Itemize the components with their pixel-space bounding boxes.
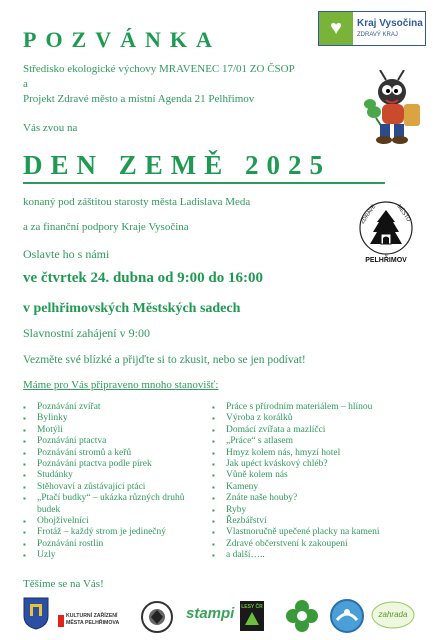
stations-list-left [23, 402, 203, 562]
green-flower-logo [284, 598, 320, 634]
list-item: ▪ Ryby [212, 505, 432, 516]
list-item: ▪ Hmyz kolem nás, hmyzí hotel [212, 448, 432, 459]
list-item: ▪ „Ptačí budky“ – ukázka různých druhů budek [23, 493, 187, 516]
kraj-logo-name: Kraj Vysočina [357, 18, 423, 29]
funding-line: a za finanční podpory Kraje Vysočina [23, 221, 189, 233]
patronage-line: konaný pod záštitou starosty města Ladislava Meda [23, 196, 251, 208]
invite-line: Vás zvou na [23, 122, 78, 134]
list-item: ▪ Motýli [23, 425, 203, 436]
list-item: ▪ Znáte naše houby? [212, 493, 432, 504]
list-item: ▪ Domácí zvířata a mazlíčci [212, 425, 432, 436]
list-item: ▪ Poznávání ptactva [23, 436, 203, 447]
list-item: ▪ Práce s přírodním materiálem – hlínou [212, 402, 432, 413]
closing-text: Těšíme se na Vás! [23, 578, 104, 590]
lesy-logo-text: LESY ČR [241, 604, 263, 610]
city-logo-name: PELHŘIMOV [365, 257, 407, 264]
event-title: DEN ZEMĚ 2025 [23, 150, 332, 180]
list-item: ▪ Zdravé občerstvení k zakoupení [212, 539, 432, 550]
event-place: v pelhřimovských Městských sadech [23, 301, 241, 316]
list-item: ▪ Vlastnoručně upečené placky na kameni [212, 527, 432, 538]
page-title: POZVÁNKA [23, 27, 221, 52]
stations-heading: Máme pro Vás připraveno mnoho stanovišť: [23, 379, 219, 391]
kultura-logo-text: KULTURNÍ ZAŘÍZENÍ MĚSTA PELHŘIMOVA [66, 613, 120, 626]
list-item: ▪ Studánky [23, 470, 203, 481]
list-item: ▪ Uzly [23, 550, 203, 561]
list-item: ▪ Poznávání rostlin [23, 539, 203, 550]
list-item: ▪ Kameny [212, 482, 432, 493]
svg-text:MĚSTO: MĚSTO [395, 203, 412, 224]
invite-text: Vezměte své blízké a přijďte si to zkusit, nebo se jen podívat! [23, 354, 306, 366]
organizer-line-1: Středisko ekologické výchovy MRAVENEC 17/01 ZO ČSOP [23, 63, 295, 75]
ant-mascot-illustration [362, 70, 428, 145]
city-coat-of-arms-logo [22, 596, 50, 630]
list-item: ▪ Poznávání stromů a keřů [23, 448, 203, 459]
list-item: ▪ „Práce“ s atlasem [212, 436, 432, 447]
zahrada-logo-text: zahrada [378, 610, 408, 619]
list-item: ▪ Jak upéct kváskový chléb? [212, 459, 432, 470]
lesy-cr-logo [240, 601, 264, 631]
stampi-logo: stampi [186, 605, 235, 622]
round-emblem-logo [137, 600, 177, 634]
svg-text:ZDRAVÉ: ZDRAVÉ [359, 203, 378, 226]
list-item: ▪ Řezbářství [212, 516, 432, 527]
list-item: ▪ Poznávání zvířat [23, 402, 203, 413]
zdrave-mesto-pelhrimov-logo [355, 196, 417, 266]
opening-time: Slavnostní zahájení v 9:00 [23, 326, 150, 340]
list-item: ▪ a další….. [212, 550, 432, 561]
kraj-vysocina-logo [318, 11, 426, 46]
list-item: ▪ Výroba z korálků [212, 413, 432, 424]
heart-icon: ♥ [319, 12, 353, 45]
list-item: ▪ Vůně kolem nás [212, 470, 432, 481]
list-item: ▪ Poznávání ptactva podle pírek [23, 459, 203, 470]
list-item: ▪ Bylinky [23, 413, 203, 424]
tree-icon [240, 610, 264, 628]
list-item: ▪ Obojživelníci [23, 516, 203, 527]
blue-round-logo [329, 598, 365, 634]
event-date: ve čtvrtek 24. dubna od 9:00 do 16:00 [23, 270, 264, 286]
list-item: ▪ Stěhovaví a zůstávající ptáci [23, 482, 203, 493]
organizer-line-3: Projekt Zdravé město a místní Agenda 21 Pelhřimov [23, 93, 255, 105]
list-item: ▪ Frotáž – každý strom je jedinečný [23, 527, 203, 538]
stations-list-right [212, 402, 432, 562]
title-divider [23, 182, 385, 184]
kraj-logo-tagline: ZDRAVÝ KRAJ [357, 32, 398, 38]
organizer-line-2: a [23, 78, 28, 90]
celebrate-line: Oslavte ho s námi [23, 247, 110, 261]
zahrada-logo [370, 600, 416, 630]
